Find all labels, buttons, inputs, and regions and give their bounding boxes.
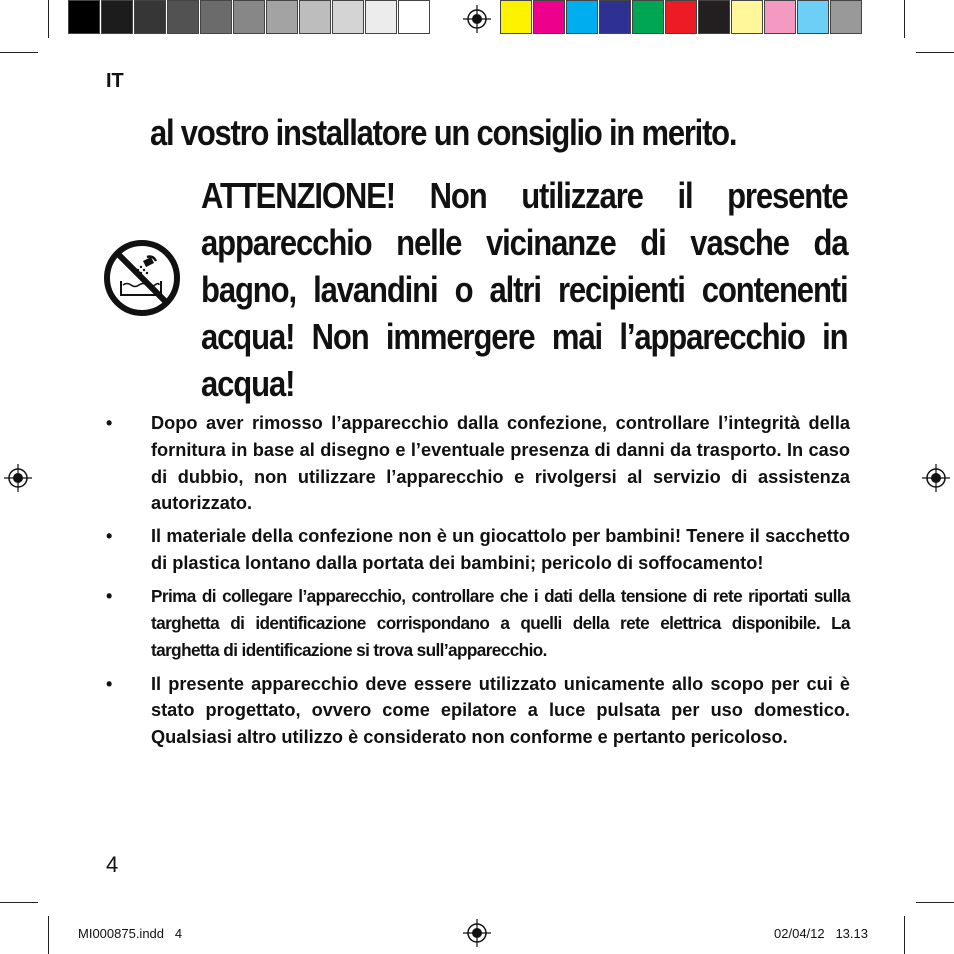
color-swatch [299, 0, 331, 34]
crop-mark [48, 0, 49, 38]
registration-mark-icon [463, 5, 491, 33]
color-swatch [797, 0, 829, 34]
color-swatch [68, 0, 100, 34]
crop-mark [48, 916, 49, 954]
color-swatch [830, 0, 862, 34]
bullet-text: Prima di collegare l’apparecchio, controllare che i dati della tensione di rete riportati sulla targhetta di identificazione corrispondano a quelli della rete elettrica disponibile. La targhetta di identificazione si trova sull’apparecchio. [151, 585, 850, 661]
registration-mark-icon [463, 919, 491, 947]
process-color-bar [500, 0, 863, 36]
footer-date-time: 02/04/12 13.13 [774, 926, 868, 941]
safety-bullet-list [106, 410, 850, 757]
color-swatch [698, 0, 730, 34]
list-item [106, 523, 850, 577]
color-swatch [533, 0, 565, 34]
color-swatch [134, 0, 166, 34]
color-swatch [599, 0, 631, 34]
bullet-text: Dopo aver rimosso l’apparecchio dalla confezione, controllare l’integrità della fornitura in base al disegno e l’eventuale presenza di danni da trasporto. In caso di dubbio, non utilizzare l’apparecchio e rivolgersi al servizio di assistenza autorizzato. [151, 413, 850, 514]
bullet-mark: • [106, 585, 113, 606]
color-swatch [731, 0, 763, 34]
color-swatch [764, 0, 796, 34]
bullet-text: Il materiale della confezione non è un giocattolo per bambini! Tenere il sacchetto di plastica lontano dalla portata dei bambini; pericolo di soffocamento! [151, 526, 850, 573]
footer-file-name: MI000875.indd 4 [78, 926, 183, 941]
registration-mark-icon [922, 464, 950, 492]
language-code: IT [106, 70, 124, 92]
registration-mark-icon [4, 464, 32, 492]
color-swatch [398, 0, 430, 34]
color-swatch [200, 0, 232, 34]
color-swatch [566, 0, 598, 34]
crop-mark [904, 0, 905, 38]
grayscale-color-bar [68, 0, 431, 36]
bullet-mark: • [106, 526, 113, 547]
crop-mark [916, 52, 954, 53]
color-swatch [101, 0, 133, 34]
list-item [106, 671, 850, 751]
bullet-mark: • [106, 673, 113, 694]
crop-mark [904, 916, 905, 954]
headline-text: al vostro installatore un consiglio in merito. [150, 112, 737, 153]
bullet-text: Il presente apparecchio deve essere utilizzato unicamente allo scopo per cui è stato progettato, ovvero come epilatore a luce pulsata per uso domestico. Qualsiasi altro utilizzo è considerato non conforme e pertanto pericoloso. [151, 673, 850, 748]
crop-mark [916, 902, 954, 903]
page-number: 4 [106, 852, 119, 877]
color-swatch [632, 0, 664, 34]
color-swatch [266, 0, 298, 34]
color-swatch [332, 0, 364, 34]
color-swatch [365, 0, 397, 34]
warning-text: ATTENZIONE! Non utilizzare il presente apparecchio nelle vicinanze di vasche da bagno, lavandini o altri recipienti contenenti acqua! Non immergere mai l’apparecchio in acqua! [201, 175, 848, 404]
color-swatch [167, 0, 199, 34]
crop-mark [0, 902, 38, 903]
list-item [106, 410, 850, 517]
no-water-bathtub-icon [103, 239, 181, 317]
crop-mark [0, 52, 38, 53]
list-item [106, 583, 850, 665]
bullet-mark: • [106, 413, 113, 433]
color-swatch [665, 0, 697, 34]
color-swatch [233, 0, 265, 34]
color-swatch [500, 0, 532, 34]
